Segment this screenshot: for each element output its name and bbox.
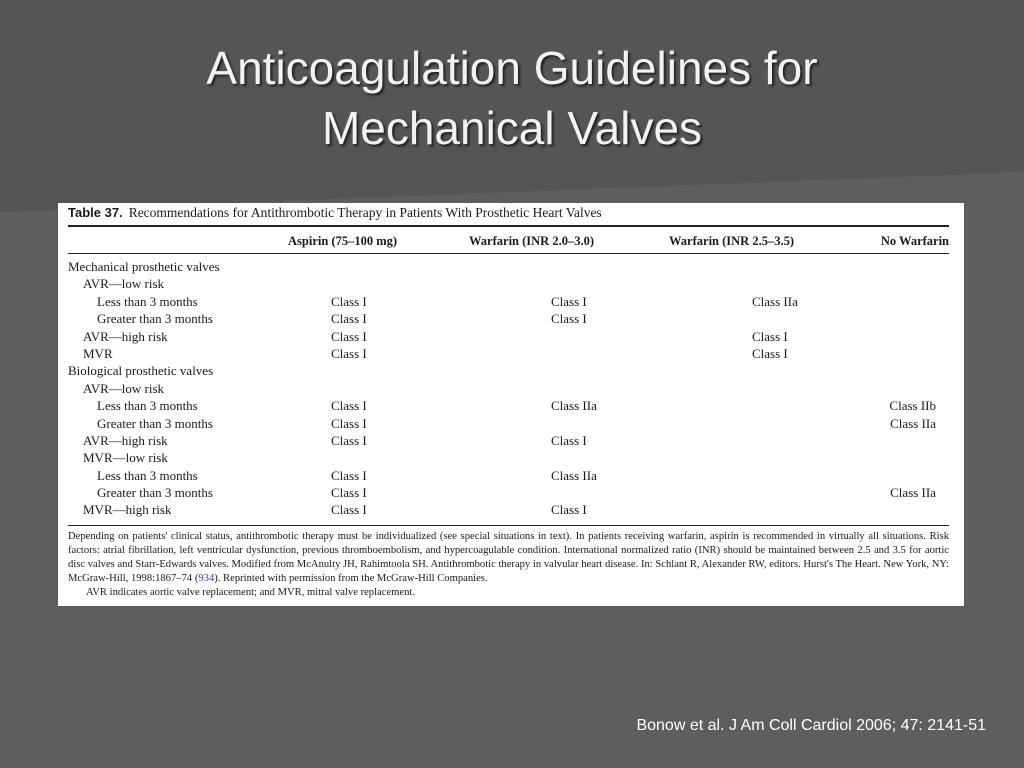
table-body (58, 258, 964, 519)
slide-title-line-1: Anticoagulation Guidelines for (206, 42, 818, 94)
citation: Bonow et al. J Am Coll Cardiol 2006; 47: 2141-51 (636, 717, 986, 734)
guidelines-table-image (58, 203, 964, 606)
table-row (58, 432, 964, 449)
cell-warfarin-25-35: Class I (752, 328, 788, 344)
cell-warfarin-2-3: Class I (551, 432, 587, 448)
table-row (58, 275, 964, 292)
table-row (58, 397, 964, 414)
footnote-text: Depending on patients' clinical status, antithrombotic therapy must be individualized (see special situations in text). In patients receiving warfarin, aspirin is recommended in virtually all situations. Risk factors: atrial fibrillation, left ventricular dysfunction, previous thromboembolism, and hypercoagulable condition. International normalized ratio (INR) should be maintained between 2.5 and 3.5 for aortic disc valves and Starr-Edwards valves. Modified from McAnulty JH, Rahimtoola SH. Antithrombotic therapy in valvular heart disease. In: Schlant R, Alexander RW, editors. Hurst's The Heart. New York, NY: McGraw-Hill, 1998:1867–74 ( (68, 531, 949, 584)
cell-warfarin-25-35: Class I (752, 345, 788, 361)
table-row (58, 380, 964, 397)
table-caption (68, 205, 602, 221)
row-subgroup-label: MVR—high risk (83, 502, 172, 518)
cell-aspirin: Class I (331, 398, 367, 414)
row-subgroup-label: AVR—high risk (83, 328, 168, 344)
cell-aspirin: Class I (331, 345, 367, 361)
table-bottom-rule (68, 525, 949, 526)
cell-no-warfarin: Class IIb (889, 398, 936, 414)
footnote-reference-link[interactable]: 934 (198, 573, 215, 584)
table-row (58, 258, 964, 275)
table-row (58, 415, 964, 432)
row-label: Less than 3 months (97, 293, 198, 309)
column-header-warfarin-25-35: Warfarin (INR 2.5–3.5) (669, 234, 794, 248)
row-group-label: Biological prosthetic valves (68, 363, 214, 379)
table-header-rule (68, 253, 949, 254)
row-label: Greater than 3 months (97, 485, 213, 501)
cell-warfarin-2-3: Class I (551, 293, 587, 309)
slide-title (0, 38, 1024, 158)
row-subgroup-label: AVR—high risk (83, 432, 168, 448)
row-subgroup-label: MVR (83, 345, 113, 361)
cell-aspirin: Class I (331, 502, 367, 518)
cell-no-warfarin: Class IIa (890, 415, 936, 431)
abbreviations-note: AVR indicates aortic valve replacement; and MVR, mitral valve replacement. (86, 587, 415, 598)
row-label: Less than 3 months (97, 467, 198, 483)
row-group-label: Mechanical prosthetic valves (68, 259, 220, 274)
cell-aspirin: Class I (331, 311, 367, 327)
column-header-aspirin: Aspirin (75–100 mg) (288, 234, 398, 248)
table-row (58, 345, 964, 362)
table-row (58, 449, 964, 466)
cell-aspirin: Class I (331, 432, 367, 448)
cell-no-warfarin: Class IIa (890, 485, 936, 501)
row-subgroup-label: AVR—low risk (83, 380, 165, 396)
cell-warfarin-2-3: Class IIa (551, 398, 597, 414)
table-row (58, 484, 964, 501)
table-top-rule (68, 225, 949, 227)
cell-warfarin-25-35: Class IIa (752, 293, 798, 309)
cell-warfarin-2-3: Class I (551, 311, 587, 327)
table-row (58, 467, 964, 484)
row-label: Greater than 3 months (97, 415, 213, 431)
table-row (58, 328, 964, 345)
cell-aspirin: Class I (331, 415, 367, 431)
slide-title-line-2: Mechanical Valves (321, 102, 703, 154)
table-row (58, 362, 964, 379)
column-header-warfarin-2-3: Warfarin (INR 2.0–3.0) (469, 234, 594, 248)
cell-aspirin: Class I (331, 467, 367, 483)
table-footnote (68, 530, 949, 600)
row-label: Less than 3 months (97, 398, 198, 414)
table-row (58, 293, 964, 310)
column-header-no-warfarin: No Warfarin (880, 234, 949, 248)
row-subgroup-label: AVR—low risk (83, 276, 165, 292)
cell-aspirin: Class I (331, 293, 367, 309)
table-row (58, 310, 964, 327)
table-caption-text: Recommendations for Antithrombotic Therapy in Patients With Prosthetic Heart Valves (128, 205, 602, 220)
cell-aspirin: Class I (331, 328, 367, 344)
row-subgroup-label: MVR—low risk (83, 450, 168, 466)
footnote-text-end: ). Reprinted with permission from the McGraw-Hill Companies. (214, 573, 488, 584)
cell-warfarin-2-3: Class IIa (551, 467, 597, 483)
cell-warfarin-2-3: Class I (551, 502, 587, 518)
table-row (58, 501, 964, 518)
table-number: Table 37. (68, 205, 123, 220)
cell-aspirin: Class I (331, 485, 367, 501)
row-label: Greater than 3 months (97, 311, 213, 327)
